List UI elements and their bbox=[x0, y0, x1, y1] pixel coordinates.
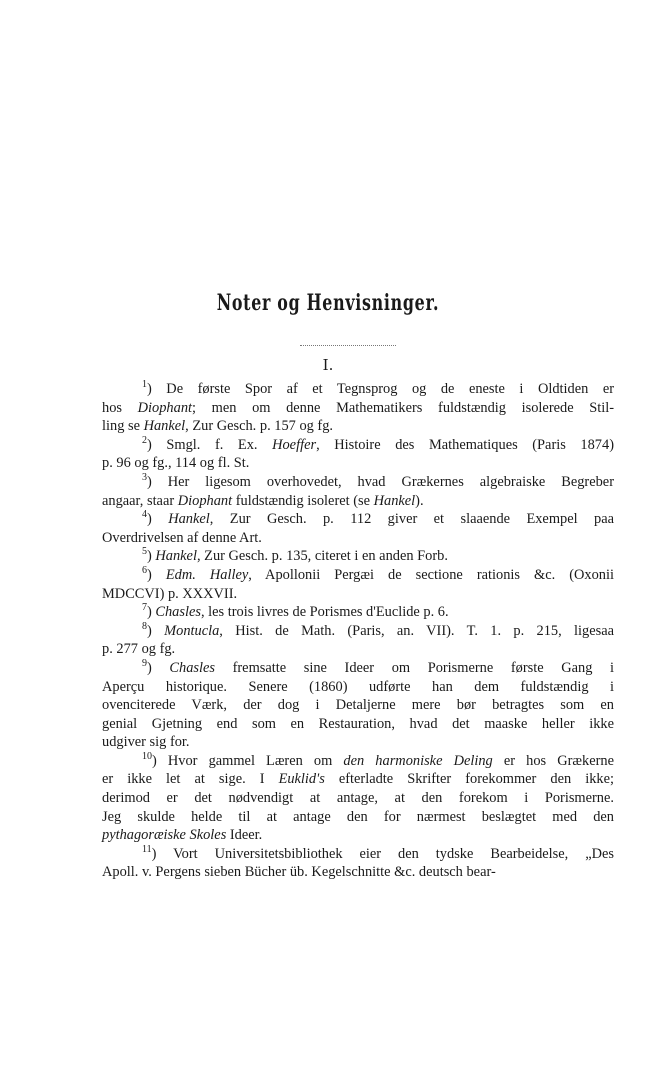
title-divider bbox=[300, 345, 396, 346]
footnote-text: , Zur Gesch. p. 135, citeret i en anden Forb. bbox=[196, 548, 448, 565]
footnote-line bbox=[102, 473, 614, 492]
footnote-n1 bbox=[102, 380, 614, 436]
footnote-line bbox=[102, 622, 614, 641]
cited-name: Hankel bbox=[143, 418, 186, 435]
footnote-line bbox=[102, 399, 614, 418]
footnote-text: ovenciterede Værk, der dog i Detaljerne mere bør betragtes som en bbox=[102, 697, 614, 714]
cited-name: Montucla bbox=[164, 622, 220, 639]
footnote-text: ) Her ligesom overhovedet, hvad Grækernes algebraiske Begreber bbox=[147, 473, 614, 490]
footnote-marker: 2 bbox=[142, 434, 147, 446]
footnote-line bbox=[102, 436, 614, 455]
footnote-text: p. 96 og fg., 114 og fl. St. bbox=[102, 455, 250, 472]
footnote-text: ) bbox=[147, 548, 156, 565]
cited-name: Hankel bbox=[155, 548, 197, 565]
footnote-marker: 4 bbox=[142, 509, 147, 521]
cited-name: den harmoniske Deling bbox=[343, 752, 493, 769]
cited-name: Diophant bbox=[137, 399, 193, 416]
footnote-line bbox=[102, 566, 614, 585]
footnote-text: ). bbox=[415, 492, 424, 509]
footnote-line bbox=[102, 863, 614, 882]
footnote-n8 bbox=[102, 622, 614, 659]
footnote-line bbox=[102, 696, 614, 715]
footnote-n10 bbox=[102, 752, 614, 845]
footnote-text: ; men om denne Mathematikers fuldstændig isolerede Stil- bbox=[192, 399, 615, 416]
page-title: Noter og Henvisninger. bbox=[216, 290, 440, 316]
footnote-text: er ikke let at sige. I bbox=[102, 771, 279, 788]
footnote-text: , Apollonii Pergæi de sectione rationis &c. (Oxonii bbox=[248, 566, 615, 583]
footnote-text: fremsatte sine Ideer om Porismerne første Gang i bbox=[214, 659, 615, 676]
footnote-n5 bbox=[102, 547, 614, 566]
footnote-line bbox=[102, 492, 614, 511]
footnote-text: ) Smgl. f. Ex. bbox=[147, 436, 273, 453]
cited-name: Chasles bbox=[169, 659, 215, 676]
footnote-n2 bbox=[102, 436, 614, 473]
footnote-text: ) bbox=[147, 566, 166, 583]
cited-name: Hankel bbox=[373, 492, 416, 509]
footnote-marker: 5 bbox=[142, 546, 147, 558]
footnote-text: ) Vort Universitetsbibliothek eier den tydske Bearbeidelse, „Des bbox=[151, 845, 614, 862]
footnote-text: Apoll. v. Pergens sieben Bücher üb. Kegelschnitte &c. deutsch bear- bbox=[102, 864, 496, 881]
footnote-line bbox=[102, 789, 614, 808]
footnote-line bbox=[102, 808, 614, 827]
footnote-text: ) bbox=[147, 511, 169, 528]
footnote-text: MDCCVI) p. XXXVII. bbox=[102, 585, 238, 602]
footnote-line bbox=[102, 547, 614, 566]
footnote-line bbox=[102, 752, 614, 771]
footnote-text: Overdrivelsen af denne Art. bbox=[102, 529, 262, 546]
footnote-text: , Zur Gesch. p. 157 og fg. bbox=[185, 418, 334, 435]
footnote-marker: 9 bbox=[142, 657, 147, 669]
footnote-line bbox=[102, 380, 614, 399]
footnote-line bbox=[102, 417, 614, 436]
cited-name: Hankel bbox=[168, 511, 210, 528]
footnote-text: ) De første Spor af et Tegnsprog og de eneste i Oldtiden er bbox=[147, 381, 614, 397]
footnote-text: hos bbox=[102, 399, 138, 416]
footnote-text: udgiver sig for. bbox=[102, 734, 190, 751]
footnote-text: p. 277 og fg. bbox=[102, 641, 176, 658]
footnote-n3 bbox=[102, 473, 614, 510]
footnote-text: ) bbox=[147, 604, 156, 621]
footnote-line bbox=[102, 659, 614, 678]
footnote-text: , Zur Gesch. p. 112 giver et slaaende Exempel paa bbox=[209, 511, 614, 528]
footnote-text: ling se bbox=[102, 418, 144, 435]
footnote-text: Jeg skulde helde til at antage den for nærmest beslægtet med den bbox=[102, 808, 614, 825]
footnote-text: , les trois livres de Porismes d'Euclide p. 6. bbox=[200, 604, 449, 621]
cited-name: Hoeffer bbox=[272, 436, 317, 453]
footnote-line bbox=[102, 733, 614, 752]
cited-name: Chasles bbox=[155, 604, 201, 621]
footnote-line bbox=[102, 770, 614, 789]
footnote-text: , Histoire des Mathematiques (Paris 1874) bbox=[316, 436, 614, 453]
cited-name: Diophant bbox=[177, 492, 233, 509]
footnote-text: ) bbox=[147, 622, 165, 639]
cited-name: Euklid's bbox=[278, 771, 325, 788]
cited-name: pythagoræiske Skoles bbox=[102, 827, 227, 844]
footnote-line bbox=[102, 529, 614, 548]
footnote-text: , Hist. de Math. (Paris, an. VII). T. 1. p. 215, ligesaa bbox=[219, 622, 615, 639]
footnote-text: genial Gjetning end som en Restauration, hvad det maaske heller ikke bbox=[102, 715, 614, 732]
footnote-marker: 1 bbox=[142, 379, 147, 390]
footnote-marker: 10 bbox=[142, 750, 152, 762]
footnote-line bbox=[102, 510, 614, 529]
footnote-line bbox=[102, 845, 614, 864]
footnote-text: fuldstændig isoleret (se bbox=[232, 492, 374, 509]
footnote-line bbox=[102, 715, 614, 734]
footnote-text: ) Hvor gammel Læren om bbox=[152, 752, 344, 769]
footnote-text: Ideer. bbox=[226, 827, 263, 844]
footnote-text: er hos Grækerne bbox=[492, 752, 614, 769]
footnote-line bbox=[102, 826, 614, 845]
footnote-line bbox=[102, 603, 614, 622]
footnote-line bbox=[102, 454, 614, 473]
footnote-n7 bbox=[102, 603, 614, 622]
footnote-n6 bbox=[102, 566, 614, 603]
footnote-marker: 6 bbox=[142, 564, 147, 576]
footnote-n9 bbox=[102, 659, 614, 752]
footnote-n4 bbox=[102, 510, 614, 547]
footnote-text: derimod er det nødvendigt at antage, at den forekom i Porismerne. bbox=[102, 790, 614, 807]
footnote-line bbox=[102, 678, 614, 697]
footnote-marker: 7 bbox=[142, 602, 147, 614]
footnote-marker: 11 bbox=[142, 843, 152, 855]
footnote-text: ) bbox=[147, 659, 170, 676]
footnote-text: Aperçu historique. Senere (1860) udførte han dem fuldstændig i bbox=[102, 678, 614, 695]
footnote-line bbox=[102, 640, 614, 659]
footnote-text: angaar, staar bbox=[102, 492, 178, 509]
cited-name: Edm. Halley bbox=[165, 566, 249, 583]
footnote-marker: 3 bbox=[142, 471, 147, 483]
footnote-n11 bbox=[102, 845, 614, 882]
footnote-text: efterladte Skrifter forekommer den ikke; bbox=[324, 771, 614, 788]
footnote-marker: 8 bbox=[142, 620, 147, 632]
notes-body bbox=[102, 380, 614, 882]
footnote-line bbox=[102, 585, 614, 604]
section-heading: I. bbox=[322, 356, 334, 374]
